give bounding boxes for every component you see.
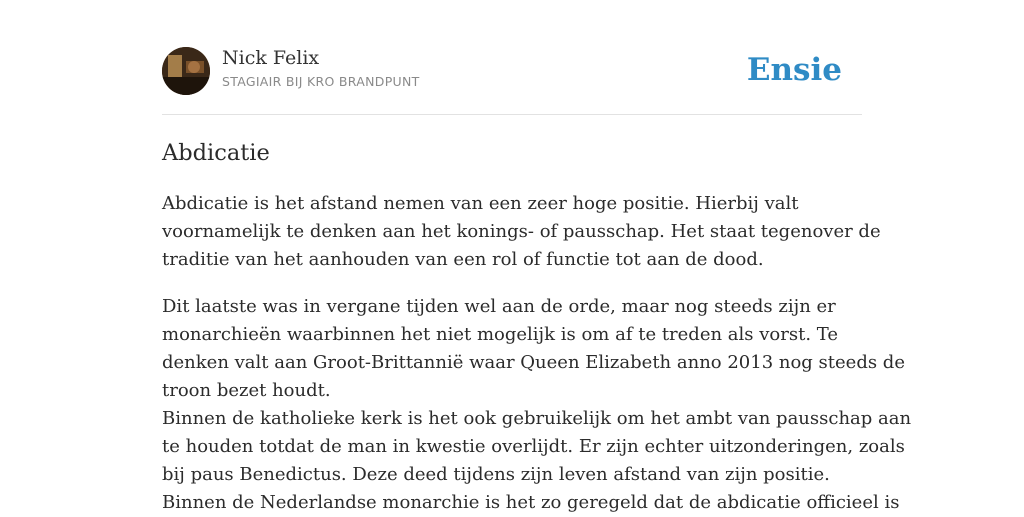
paragraph-1 (162, 190, 881, 274)
avatar-photo (162, 47, 210, 95)
paragraph-line: traditie van het aanhouden van een rol of functie tot aan de dood. (162, 249, 764, 270)
author-avatar[interactable] (162, 47, 210, 95)
paragraph-2 (162, 293, 912, 517)
paragraph-line: bij paus Benedictus. Deze deed tijdens zijn leven afstand van zijn positie. (162, 464, 830, 485)
paragraph-line: monarchieën waarbinnen het niet mogelijk is om af te treden als vorst. Te (162, 324, 839, 345)
paragraph-line: Binnen de katholieke kerk is het ook gebruikelijk om het ambt van pausschap aan (162, 408, 912, 429)
author-role: STAGIAIR BIJ KRO BRANDPUNT (222, 74, 420, 89)
paragraph-line: denken valt aan Groot-Brittannië waar Queen Elizabeth anno 2013 nog steeds de (162, 352, 905, 373)
paragraph-line: Abdicatie is het afstand nemen van een zeer hoge positie. Hierbij valt (162, 193, 799, 214)
paragraph-line: voornamelijk te denken aan het konings- of pausschap. Het staat tegenover de (162, 221, 881, 242)
header (162, 46, 862, 115)
article-title: Abdicatie (162, 140, 270, 166)
author-name[interactable]: Nick Felix (222, 47, 320, 69)
paragraph-line: te houden totdat de man in kwestie overlijdt. Er zijn echter uitzonderingen, zoals (162, 436, 905, 457)
paragraph-line: Binnen de Nederlandse monarchie is het zo geregeld dat de abdicatie officieel is (162, 492, 900, 513)
article-body (162, 190, 912, 517)
paragraph-line: troon bezet houdt. (162, 380, 331, 401)
paragraph-line: Dit laatste was in vergane tijden wel aan de orde, maar nog steeds zijn er (162, 296, 836, 317)
brand-logo[interactable]: Ensie (746, 52, 842, 88)
